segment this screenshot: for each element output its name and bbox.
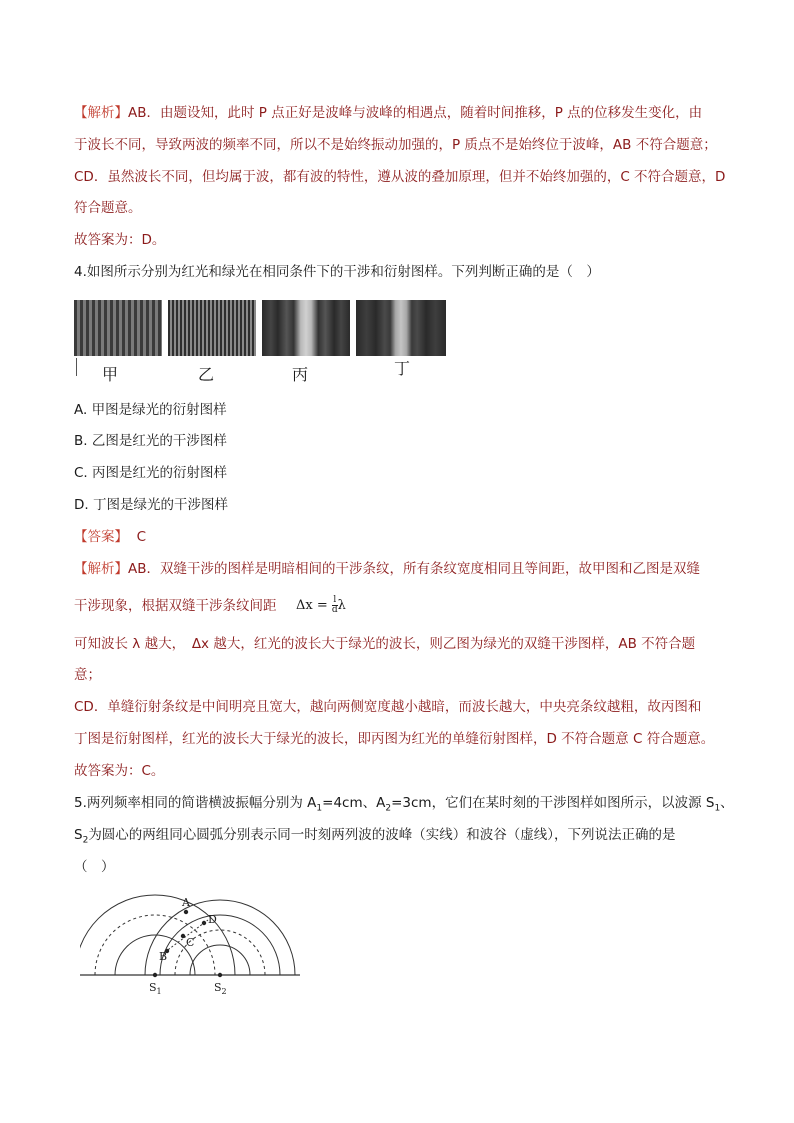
source-s2 — [218, 973, 222, 977]
label-s1: $S_1$ — [149, 981, 162, 996]
s2-crest-inner — [190, 945, 250, 975]
q4-option-a: A. 甲图是绿光的衍射图样 — [74, 402, 227, 418]
label-a: A — [182, 896, 190, 909]
q5-stem-line-2: $S_2$为圆心的两组同心圆弧分别表示同一时刻两列波的波峰（实线）和波谷（虚线），下列说法正确的是 — [74, 827, 676, 846]
q4-option-d: D. 丁图是绿光的干涉图样 — [74, 497, 228, 513]
q4-answer: 【答案】 C — [74, 529, 147, 545]
prev-analysis-line-3: CD．虽然波长不同，但均属于波，都有波的特性，遵从波的叠加原理，但并不始终加强的，C 不符合题意，D — [74, 169, 726, 185]
q4-analysis-line-6: 丁图是衍射图样，红光的波长大于绿光的波长，即丙图为红光的单缝衍射图样，D 不符合题意 C 符合题意。 — [74, 731, 715, 747]
label-b: B — [159, 950, 168, 963]
figure-divider — [76, 358, 77, 376]
q4-conclusion: 故答案为：C。 — [74, 763, 165, 779]
pattern-jia — [74, 300, 162, 356]
q4-figure — [74, 298, 454, 388]
q4-analysis-line-2: 干涉现象，根据双缝干涉条纹间距 — [74, 598, 277, 614]
label-jia: 甲 — [102, 365, 119, 384]
point-d — [202, 921, 206, 925]
label-s2: $S_2$ — [214, 981, 227, 996]
label-ding: 丁 — [394, 359, 411, 378]
q4-option-b: B. 乙图是红光的干涉图样 — [74, 433, 227, 449]
analysis-tag: 【解析】 — [74, 105, 128, 121]
prev-analysis-line-1: 【解析】AB．由题设知，此时 P 点正好是波峰与波峰的相遇点，随着时间推移，P 点的位移发生变化，由 — [74, 105, 703, 121]
pattern-bing — [262, 300, 350, 356]
interference-figure — [80, 890, 310, 1000]
q4-option-c: C. 丙图是红光的衍射图样 — [74, 465, 228, 481]
label-bing: 丙 — [292, 365, 309, 384]
q4-analysis-line-4: 意； — [74, 667, 101, 683]
pattern-yi — [168, 300, 256, 356]
q4-analysis-line-5: CD．单缝衍射条纹是中间明亮且宽大，越向两侧宽度越小越暗，而波长越大，中央亮条纹越粗，故丙图和 — [74, 699, 702, 715]
q4-stem: 4.如图所示分别为红光和绿光在相同条件下的干涉和衍射图样。下列判断正确的是（ ） — [74, 264, 600, 280]
prev-analysis-line-2: 于波长不同，导致两波的频率不同，所以不是始终振动加强的，P 质点不是始终位于波峰，AB 不符合题意； — [74, 137, 717, 153]
q4-analysis-line-1: 【解析】AB．双缝干涉的图样是明暗相间的干涉条纹，所有条纹宽度相同且等间距，故甲图和乙图是双缝 — [74, 561, 700, 577]
q5-stem-line-1: 5.两列频率相同的简谐横波振幅分别为 $A_1=4cm$、$A_2=3cm$，它们在某时刻的干涉图样如图所示，以波源 $S_1$、 — [74, 795, 734, 814]
label-yi: 乙 — [198, 365, 215, 384]
point-c — [181, 934, 185, 938]
q5-stem-line-3: （ ） — [74, 859, 115, 875]
label-c: C — [186, 936, 195, 949]
s2-crest-outermost — [145, 900, 295, 975]
spacing-formula: Δx = $\frac{l}{d}$ λ — [296, 595, 346, 615]
q4-analysis-line-3: 可知波长 λ 越大， Δx 越大，红光的波长大于绿光的波长，则乙图为绿光的双缝干涉图样，AB 不符合题 — [74, 636, 696, 652]
prev-analysis-line-4: 符合题意。 — [74, 200, 142, 216]
s1-trough — [95, 915, 215, 975]
prev-analysis-conclusion: 故答案为：D。 — [74, 232, 166, 248]
pattern-ding — [356, 300, 446, 356]
q4-answer-value: C — [136, 529, 147, 545]
source-s1 — [153, 973, 157, 977]
s1-crest-inner — [115, 935, 195, 975]
label-d: D — [208, 913, 217, 926]
point-a — [184, 910, 188, 914]
